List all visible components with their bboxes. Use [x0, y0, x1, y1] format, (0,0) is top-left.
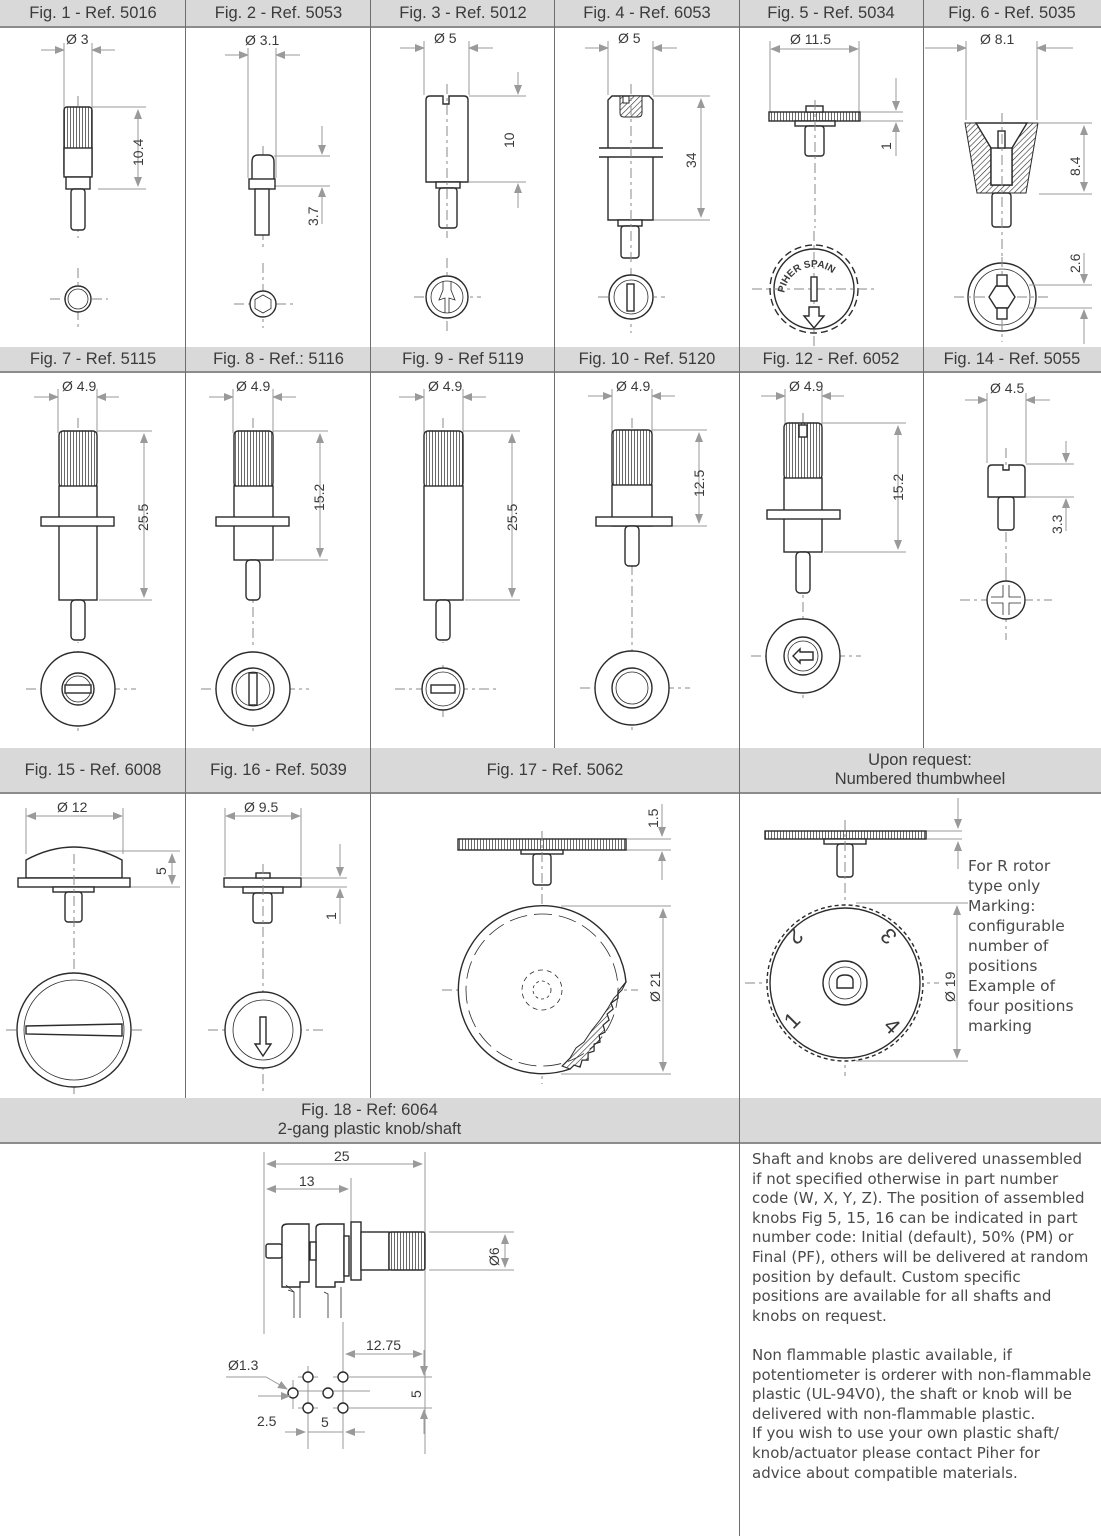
svg-text:8.4: 8.4: [1067, 156, 1083, 176]
figure-header-fig7: Fig. 7 - Ref. 5115: [0, 347, 186, 373]
drawing-fig4: [555, 28, 739, 347]
drawing-fig12: [740, 373, 923, 748]
svg-text:1.5: 1.5: [645, 808, 661, 828]
figure-header-fig10: Fig. 10 - Ref. 5120: [555, 347, 739, 373]
svg-text:Ø6: Ø6: [486, 1247, 502, 1266]
svg-text:Ø 8.1: Ø 8.1: [980, 31, 1015, 47]
svg-text:Ø 19: Ø 19: [942, 971, 958, 1002]
drawing-fig14: [924, 373, 1101, 748]
drawing-fig5: [740, 28, 923, 347]
figure-header-fig14: Fig. 14 - Ref. 5055: [923, 347, 1101, 373]
figure-header-fig4: Fig. 4 - Ref. 6053: [555, 0, 739, 28]
knob-marking: PIHER SPAIN: [776, 258, 838, 294]
wheel-number-1: 1: [778, 1007, 806, 1034]
svg-text:15.2: 15.2: [890, 473, 906, 501]
wheel-number-2: 2: [782, 923, 809, 950]
svg-text:Ø 4.9: Ø 4.9: [428, 378, 463, 394]
thumbwheel-side-note: For R rotor type only Marking: configurable number of positions Example of four positions marking: [968, 857, 1074, 1035]
svg-text:Ø 11.5: Ø 11.5: [790, 31, 831, 47]
svg-text:Ø 5: Ø 5: [618, 30, 641, 46]
thumbwheel-title-line1: Upon request:: [868, 751, 972, 769]
figure-header-thumbwheel: [739, 748, 1101, 794]
svg-text:Ø 9.5: Ø 9.5: [244, 799, 279, 815]
note-assembly: Shaft and knobs are delivered unassembled if not specified otherwise in part number code (W, X, Y, Z). The position of assembled knobs Fig 5, 15, 16 can be indicated in part number code: Initial (default), 50% (PM) or Final (PF), others will be delivered at random position by default. Custom specific positions are available for all shafts and knobs on request.: [752, 1150, 1089, 1325]
figure-header-fig9: Fig. 9 - Ref 5119: [371, 347, 555, 373]
svg-text:2.6: 2.6: [1067, 253, 1083, 273]
figure-header-fig18: [0, 1098, 739, 1144]
svg-text:Ø 4.9: Ø 4.9: [236, 378, 271, 394]
svg-text:Ø 5: Ø 5: [434, 30, 457, 46]
svg-text:2.5: 2.5: [257, 1413, 277, 1429]
fig18-title-line2: 2-gang plastic knob/shaft: [277, 1120, 462, 1138]
fig18-title-line1: Fig. 18 - Ref: 6064: [301, 1101, 438, 1119]
drawing-fig10: [555, 373, 739, 748]
wheel-number-4: 4: [878, 1012, 906, 1040]
svg-text:12.75: 12.75: [366, 1337, 402, 1353]
svg-text:Ø 4.9: Ø 4.9: [616, 378, 651, 394]
thumbwheel-title-line2: Numbered thumbwheel: [834, 770, 1006, 788]
drawing-fig7: [0, 373, 185, 748]
knob-top-view: [752, 231, 876, 347]
svg-text:3.3: 3.3: [1049, 514, 1065, 534]
drawing-fig2: [186, 28, 370, 347]
drawing-fig3: [371, 28, 554, 347]
wheel-number-3: 3: [875, 923, 902, 950]
svg-text:12.5: 12.5: [691, 469, 707, 497]
pcb-hole-pattern: [288, 1362, 370, 1449]
svg-text:3.7: 3.7: [305, 206, 321, 226]
svg-text:1: 1: [878, 142, 894, 150]
figure-header-fig6: Fig. 6 - Ref. 5035: [923, 0, 1101, 28]
figure-header-fig17: Fig. 17 - Ref. 5062: [371, 748, 739, 794]
svg-text:13: 13: [299, 1173, 315, 1189]
drawing-fig16: [186, 794, 370, 1098]
drawing-numbered-thumbwheel: [740, 794, 1101, 1098]
note-own-shaft: If you wish to use your own plastic shaft/ knob/actuator please contact Piher for advice about compatible materials.: [752, 1424, 1059, 1482]
svg-text:Ø 4.9: Ø 4.9: [789, 378, 824, 394]
svg-text:10.4: 10.4: [130, 138, 146, 166]
figure-header-fig16: Fig. 16 - Ref. 5039: [186, 748, 371, 794]
notes-panel: [752, 1150, 1092, 1483]
svg-text:Ø 21: Ø 21: [647, 971, 663, 1002]
drawing-fig1: [0, 28, 185, 347]
svg-text:10: 10: [501, 132, 517, 148]
svg-text:Ø 3.1: Ø 3.1: [245, 32, 280, 48]
figure-header-fig12: Fig. 12 - Ref. 6052: [739, 347, 923, 373]
note-non-flammable: Non flammable plastic available, if potentiometer is orderer with non-flammable plastic (UL-94V0), the shaft or knob will be delivered with non-flammable plastic.: [752, 1345, 1092, 1423]
svg-text:Ø 12: Ø 12: [57, 799, 88, 815]
figure-header-fig1: Fig. 1 - Ref. 5016: [0, 0, 186, 28]
svg-text:5: 5: [321, 1414, 329, 1430]
svg-text:Ø 4.5: Ø 4.5: [990, 380, 1025, 396]
drawing-fig17: [371, 794, 739, 1098]
figure-header-fig15: Fig. 15 - Ref. 6008: [0, 748, 186, 794]
svg-text:Ø1.3: Ø1.3: [228, 1357, 259, 1373]
figure-header-fig8: Fig. 8 - Ref.: 5116: [186, 347, 371, 373]
svg-text:34: 34: [683, 152, 699, 168]
figure-header-fig5: Fig. 5 - Ref. 5034: [739, 0, 923, 28]
drawing-fig9: [371, 373, 554, 748]
svg-text:Ø 4.9: Ø 4.9: [62, 378, 97, 394]
svg-text:5: 5: [408, 1390, 424, 1398]
svg-text:5: 5: [153, 867, 169, 875]
svg-text:25.5: 25.5: [504, 503, 520, 531]
figure-header-fig2: Fig. 2 - Ref. 5053: [186, 0, 371, 28]
notes-header: [739, 1098, 1101, 1144]
svg-text:25.5: 25.5: [135, 503, 151, 531]
svg-text:15.2: 15.2: [311, 483, 327, 511]
figure-header-fig3: Fig. 3 - Ref. 5012: [371, 0, 555, 28]
dim-label: Ø 3: [66, 31, 89, 47]
drawing-fig6: [924, 28, 1101, 347]
svg-text:25: 25: [334, 1148, 350, 1164]
drawing-fig15: [0, 794, 185, 1098]
drawing-fig18: [0, 1144, 739, 1536]
drawing-fig8: [186, 373, 370, 748]
svg-text:1: 1: [323, 912, 339, 920]
